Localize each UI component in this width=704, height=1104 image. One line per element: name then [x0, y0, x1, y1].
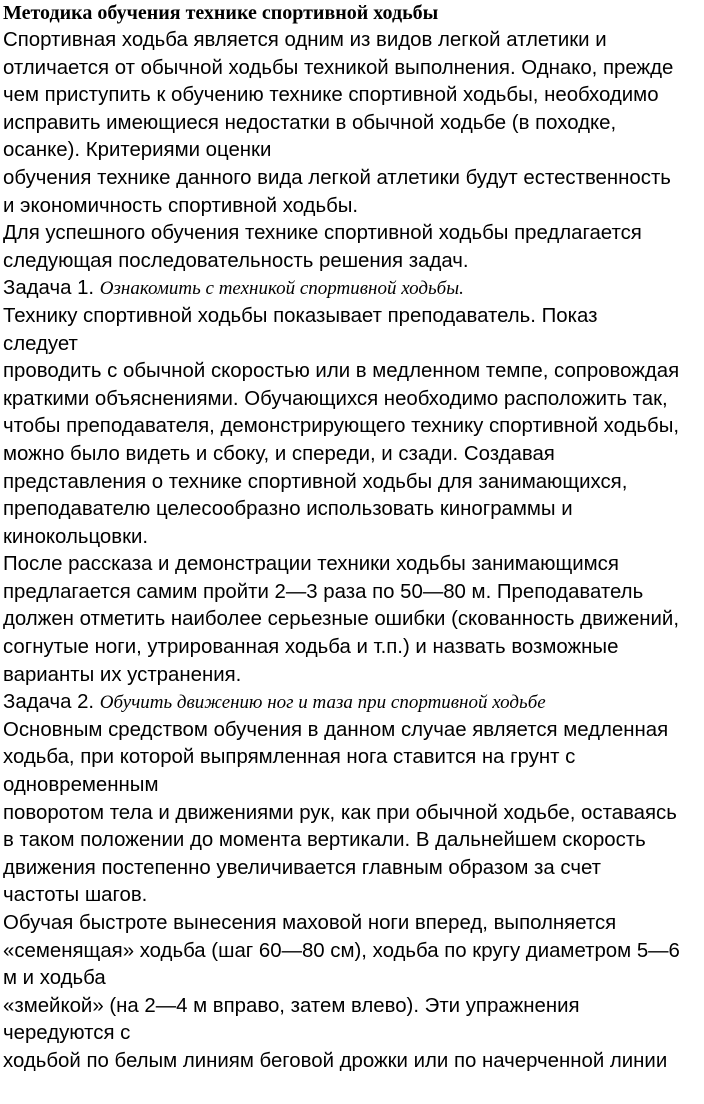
text-line: следует: [3, 332, 78, 355]
text-line: можно было видеть и сбоку, и спереди, и сзади. Создавая: [3, 442, 555, 465]
text-line: проводить с обычной скоростью или в медленном темпе, сопровождая: [3, 360, 680, 383]
task-1-label: Задача 1.: [3, 277, 95, 300]
text-line: чем приступить к обучению технике спортивной ходьбы, необходимо: [3, 84, 659, 107]
task-1-title: Ознакомить с техникой спортивной ходьбы.: [99, 278, 464, 300]
text-line: ходьба, при которой выпрямленная нога ставится на грунт с: [3, 746, 576, 769]
text-line: м и ходьба: [3, 967, 106, 990]
text-line: Технику спортивной ходьбы показывает преподаватель. Показ: [3, 304, 598, 327]
text-line: обучения технике данного вида легкой атлетики будут естественность: [3, 166, 671, 189]
text-line: Спортивная ходьба является одним из видов легкой атлетики и: [3, 29, 607, 51]
text-line: в таком положении до момента вертикали. В дальнейшем скорость: [3, 829, 646, 852]
text-line: Для успешного обучения технике спортивной ходьбы предлагается: [3, 222, 642, 245]
text-line: чтобы преподавателя, демонстрирующего технику спортивной ходьбы,: [3, 415, 680, 438]
document-title: Методика обучения технике спортивной ходьбы: [3, 2, 439, 24]
text-line: одновременным: [3, 774, 159, 797]
text-line: краткими объяснениями. Обучающихся необходимо расположить так,: [3, 387, 668, 410]
text-line: Обучая быстроте вынесения маховой ноги вперед, выполняется: [3, 912, 617, 934]
text-line: После рассказа и демонстрации техники ходьбы занимающимся: [3, 553, 619, 576]
text-line: частоты шагов.: [3, 884, 148, 907]
task-2-heading: [3, 689, 703, 717]
text-line: преподавателю целесообразно использовать кинограммы и: [3, 498, 573, 521]
task-1-heading: [3, 275, 703, 303]
text-line: предлагается самим пройти 2—3 раза по 50—80 м. Преподаватель: [3, 580, 644, 603]
text-line: согнутые ноги, утрированная ходьба и т.п.) и назвать возможные: [3, 636, 619, 659]
text-line: варианты их устранения.: [3, 663, 242, 686]
text-line: осанке). Критериями оценки: [3, 139, 272, 162]
text-line: следующая последовательность решения задач.: [3, 249, 469, 272]
text-line: Основным средством обучения в данном случае является медленная: [3, 718, 669, 741]
text-line: должен отметить наиболее серьезные ошибки (скованность движений,: [3, 608, 679, 631]
text-line: ходьбой по белым линиям беговой дрожки или по начерченной линии: [3, 1049, 668, 1072]
text-line: «семенящая» ходьба (шаг 60—80 см), ходьба по кругу диаметром 5—6: [3, 939, 680, 962]
text-line: кинокольцовки.: [3, 525, 149, 548]
task-2-title: Обучить движению ног и таза при спортивной ходьбе: [99, 692, 546, 714]
text-line: чередуются с: [3, 1022, 131, 1045]
text-line: исправить имеющиеся недостатки в обычной ходьбе (в походке,: [3, 111, 617, 134]
text-line: поворотом тела и движениями рук, как при обычной ходьбе, оставаясь: [3, 801, 677, 824]
document-page: [3, 0, 703, 1076]
task-2-label: Задача 2.: [3, 691, 95, 714]
text-line: и экономичность спортивной ходьбы.: [3, 194, 359, 217]
text-line: движения постепенно увеличивается главным образом за счет: [3, 856, 601, 879]
text-line: представления о технике спортивной ходьбы для занимающихся,: [3, 470, 628, 493]
text-line: отличается от обычной ходьбы техникой выполнения. Однако, прежде: [3, 56, 674, 79]
text-line: «змейкой» (на 2—4 м вправо, затем влево). Эти упражнения: [3, 994, 580, 1017]
